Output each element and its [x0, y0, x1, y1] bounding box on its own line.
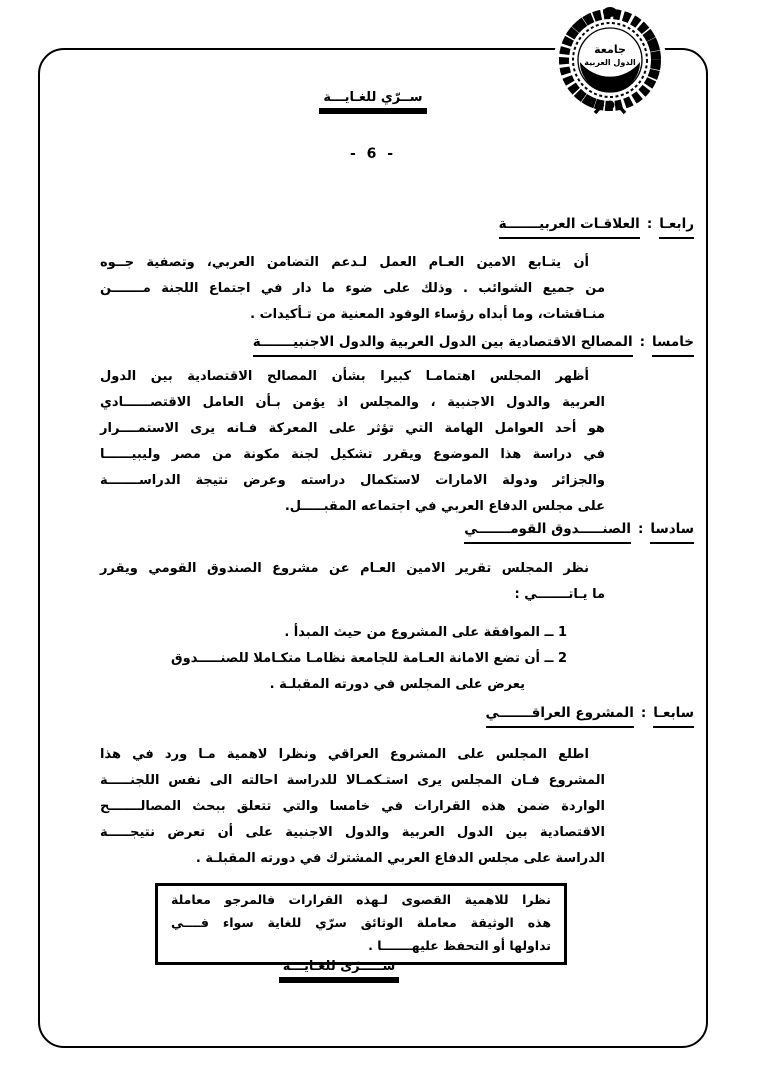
section-paragraph-fourth: [100, 250, 605, 328]
text-line: الدراسة على مجلس الدفاع العربي المشترك في دورته المقبلـة .: [195, 851, 605, 866]
text-line: المشروع فـان المجلس يرى استـكمـالا للدراسة احالته الى نفس اللجنـــــة: [100, 773, 605, 788]
text-line: نظر المجلس تقرير الامين العـام عن مشروع الصندوق القومي ويقرر: [100, 561, 589, 576]
text-line: في دراسة هذا الموضوع ويقرر تشكيل لجنة مكونة من مصر وليبيــــــا: [100, 447, 605, 462]
heading-separator: :: [639, 334, 646, 350]
section-heading-fifth: [253, 334, 694, 357]
emblem-calligraphy-top: جامعة: [594, 43, 626, 56]
text-line: الواردة ضمن هذه القرارات في خامسا والتي تتعلق ببحث المصالـــــــح: [100, 799, 605, 814]
decision-list: [147, 620, 567, 698]
section-label: رابعـا: [659, 216, 694, 239]
text-line: الاقتصادية بين الدول العربية والدول الاجنبية على أن تعرض نتيجـــــة: [100, 825, 605, 840]
section-paragraph-fifth: [100, 364, 605, 520]
section-paragraph-seventh: [100, 742, 605, 872]
text-line: العربية والدول الاجنبية ، والمجلس اذ يؤمن بـأن العامل الاقتصــــــادي: [100, 395, 605, 410]
section-label: خامسا: [652, 334, 694, 357]
heading-separator: :: [640, 705, 647, 721]
section-title: المشروع العراقـــــــي: [486, 705, 634, 728]
section-heading-fourth: [499, 216, 694, 239]
text-line: منـاقشات، وما أبداه رؤساء الوفود المعنية من تـأكيدات .: [250, 307, 605, 322]
section-title: العلاقـات العربيـــــــة: [499, 216, 640, 239]
note-line: هذه الوثيقة معاملة الوثائق سرّي للغاية سواء فــــي: [171, 915, 551, 930]
page-number: - 6 -: [349, 146, 397, 162]
text-line: والجزائر ودولة الامارات لاستكمال دراسته وعرض نتيجة الدراســـــــة: [100, 473, 605, 488]
list-item: 1 ــ الموافقة على المشروع من حيث المبدأ .: [284, 625, 567, 640]
heading-separator: :: [637, 521, 644, 537]
text-line: على مجلس الدفاع العربي في اجتماعه المقبـــــل.: [284, 499, 605, 514]
section-heading-sixth: [464, 521, 694, 544]
text-line: اطلع المجلس على المشروع العراقي ونظرا لاهمية مـا ورد في هذا: [100, 747, 589, 762]
classification-footer: [4, 959, 674, 983]
list-item-continuation: يعرض على المجلس في دورته المقبلـة .: [269, 677, 525, 692]
section-label: سابعـا: [653, 705, 694, 728]
classification-header: [38, 90, 708, 114]
text-line: هو أحد العوامل الهامة التي تؤثر على المعركة فـانه يرى الاستمــــرار: [100, 421, 605, 436]
classification-header-text: ســرّي للغـايـــة: [319, 90, 426, 114]
list-item: 2 ــ أن تضع الامانة العـامة للجامعة نظامـا متكـاملا للصنـــــدوق: [171, 651, 567, 666]
confidentiality-note-box: [155, 883, 567, 965]
heading-separator: :: [646, 216, 653, 232]
classification-footer-text: ســـــرّى للغـايـــة: [279, 959, 399, 983]
note-line: تداولها أو التحفظ عليهـــــــا .: [368, 938, 551, 953]
text-line: ما يـاتـــــــي :: [514, 587, 605, 602]
emblem-calligraphy-bottom: الدول العربية: [584, 58, 636, 67]
section-label: سادسا: [650, 521, 694, 544]
section-title: المصالح الاقتصادية بين الدول العربية والدول الاجنبيـــــــة: [253, 334, 633, 357]
text-line: أظهر المجلس اهتمامـا كبيرا بشأن المصالح الاقتصادية بين الدول: [100, 369, 589, 384]
section-heading-seventh: [486, 705, 694, 728]
section-title: الصنـــــدوق القومـــــــي: [464, 521, 631, 544]
text-line: من جميع الشوائب . وذلك على ضوء ما دار في اجتماع اللجنة مـــــــن: [100, 281, 605, 296]
note-line: نظرا للاهمية القصوى لـهذه القرارات فالمرجو معاملة: [171, 892, 551, 907]
section-paragraph-sixth: [100, 556, 605, 608]
text-line: أن يتـابع الامين العـام العمل لـدعم التضامن العربي، وتصفية جــوه: [100, 255, 589, 270]
